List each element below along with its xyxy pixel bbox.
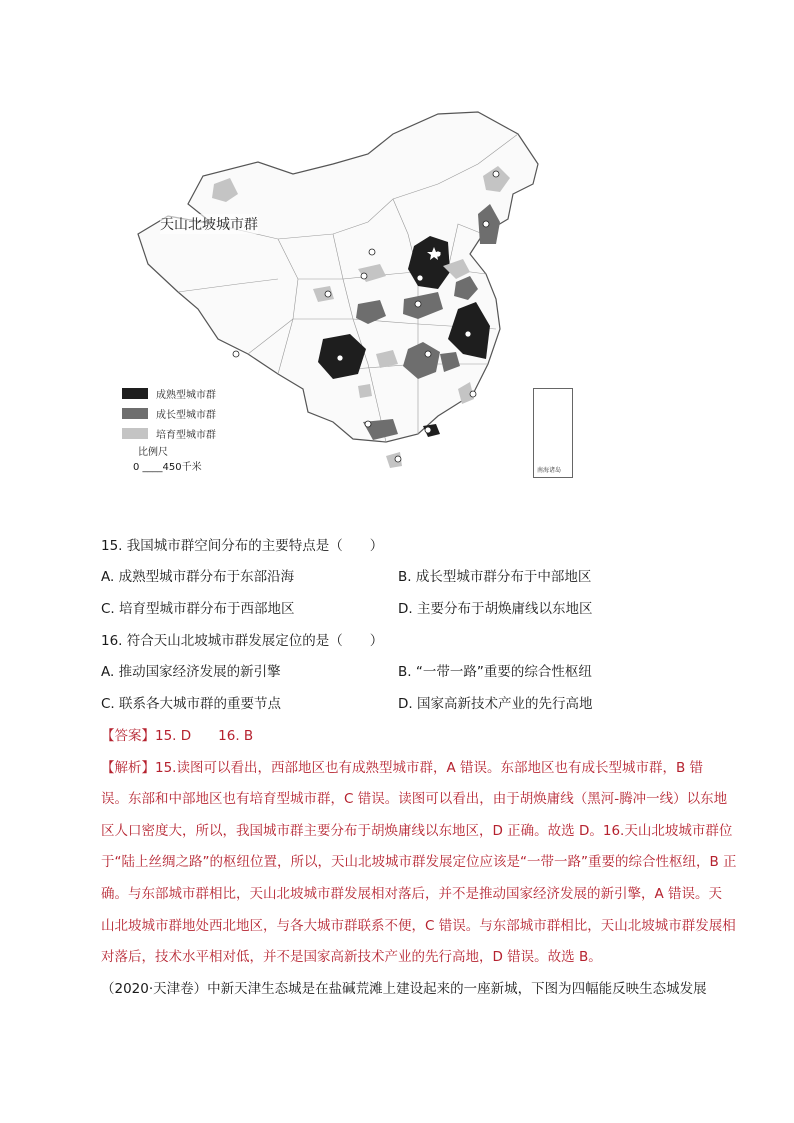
legend-swatch (122, 388, 148, 399)
legend-label: 成熟型城市群 (156, 389, 216, 401)
analysis-line-6: 山北坡城市群地处西北地区，与各大城市群联系不便，C 错误。与东部城市群相比，天山北坡城市群发展相 (101, 918, 736, 934)
q16-option-b: B. “一带一路”重要的综合性枢纽 (398, 664, 592, 680)
q16-option-c: C. 联系各大城市群的重要节点 (101, 696, 282, 712)
analysis-line-2: 误。东部和中部地区也有培育型城市群，C 错误。读图可以看出，由于胡焕庸线（黑河-腾冲一线）以东地 (101, 791, 728, 807)
q15-stem: 15. 我国城市群空间分布的主要特点是（ ） (101, 538, 384, 554)
analysis-label: 【解析】 (101, 760, 155, 776)
map-legend (122, 383, 216, 443)
legend-swatch (122, 408, 148, 419)
analysis-text: 15.读图可以看出，西部地区也有成熟型城市群，A 错误。东部地区也有成长型城市群，B 错 (155, 760, 704, 776)
q16-option-a: A. 推动国家经济发展的新引擎 (101, 664, 281, 680)
answer-label: 【答案】 (101, 728, 155, 744)
legend-item-growing (122, 403, 216, 423)
analysis-line-3: 区人口密度大，所以，我国城市群主要分布于胡焕庸线以东地区，D 正确。故选 D。16.天山北坡城市群位 (101, 823, 733, 839)
legend-label: 培育型城市群 (156, 429, 216, 441)
scale-value: 0 ____450千米 (133, 462, 202, 473)
inset-label: 南海诸岛 (537, 467, 562, 474)
analysis-line-5: 确。与东部城市群相比，天山北坡城市群发展相对落后，并不是推动国家经济发展的新引擎，A 错误。天 (101, 886, 723, 902)
q15-option-d: D. 主要分布于胡焕庸线以东地区 (398, 601, 593, 617)
analysis-line-7: 对落后，技术水平相对低，并不是国家高新技术产业的先行高地，D 错误。故选 B。 (101, 949, 602, 965)
tianshan-cluster-label: 天山北坡城市群 (160, 214, 258, 234)
legend-swatch (122, 428, 148, 439)
q15-option-a: A. 成熟型城市群分布于东部沿海 (101, 569, 295, 585)
legend-label: 成长型城市群 (156, 409, 216, 421)
analysis-line-4: 于“陆上丝绸之路”的枢纽位置，所以，天山北坡城市群发展定位应该是“一带一路”重要的综合性枢纽，B 正 (101, 854, 737, 870)
legend-item-cultivating (122, 423, 216, 443)
q16-option-d: D. 国家高新技术产业的先行高地 (398, 696, 593, 712)
analysis-line-1 (101, 758, 725, 778)
scale-title: 比例尺 (138, 447, 168, 458)
next-question-intro: （2020·天津卷）中新天津生态城是在盐碱荒滩上建设起来的一座新城，下图为四幅能反映生态城发展 (101, 981, 707, 997)
q15-option-b: B. 成长型城市群分布于中部地区 (398, 569, 592, 585)
answer-line (101, 726, 253, 746)
q15-option-c: C. 培育型城市群分布于西部地区 (101, 601, 295, 617)
legend-item-mature (122, 383, 216, 403)
q16-stem: 16. 符合天山北坡城市群发展定位的是（ ） (101, 633, 384, 649)
answer-value: 15. D 16. B (155, 728, 254, 744)
